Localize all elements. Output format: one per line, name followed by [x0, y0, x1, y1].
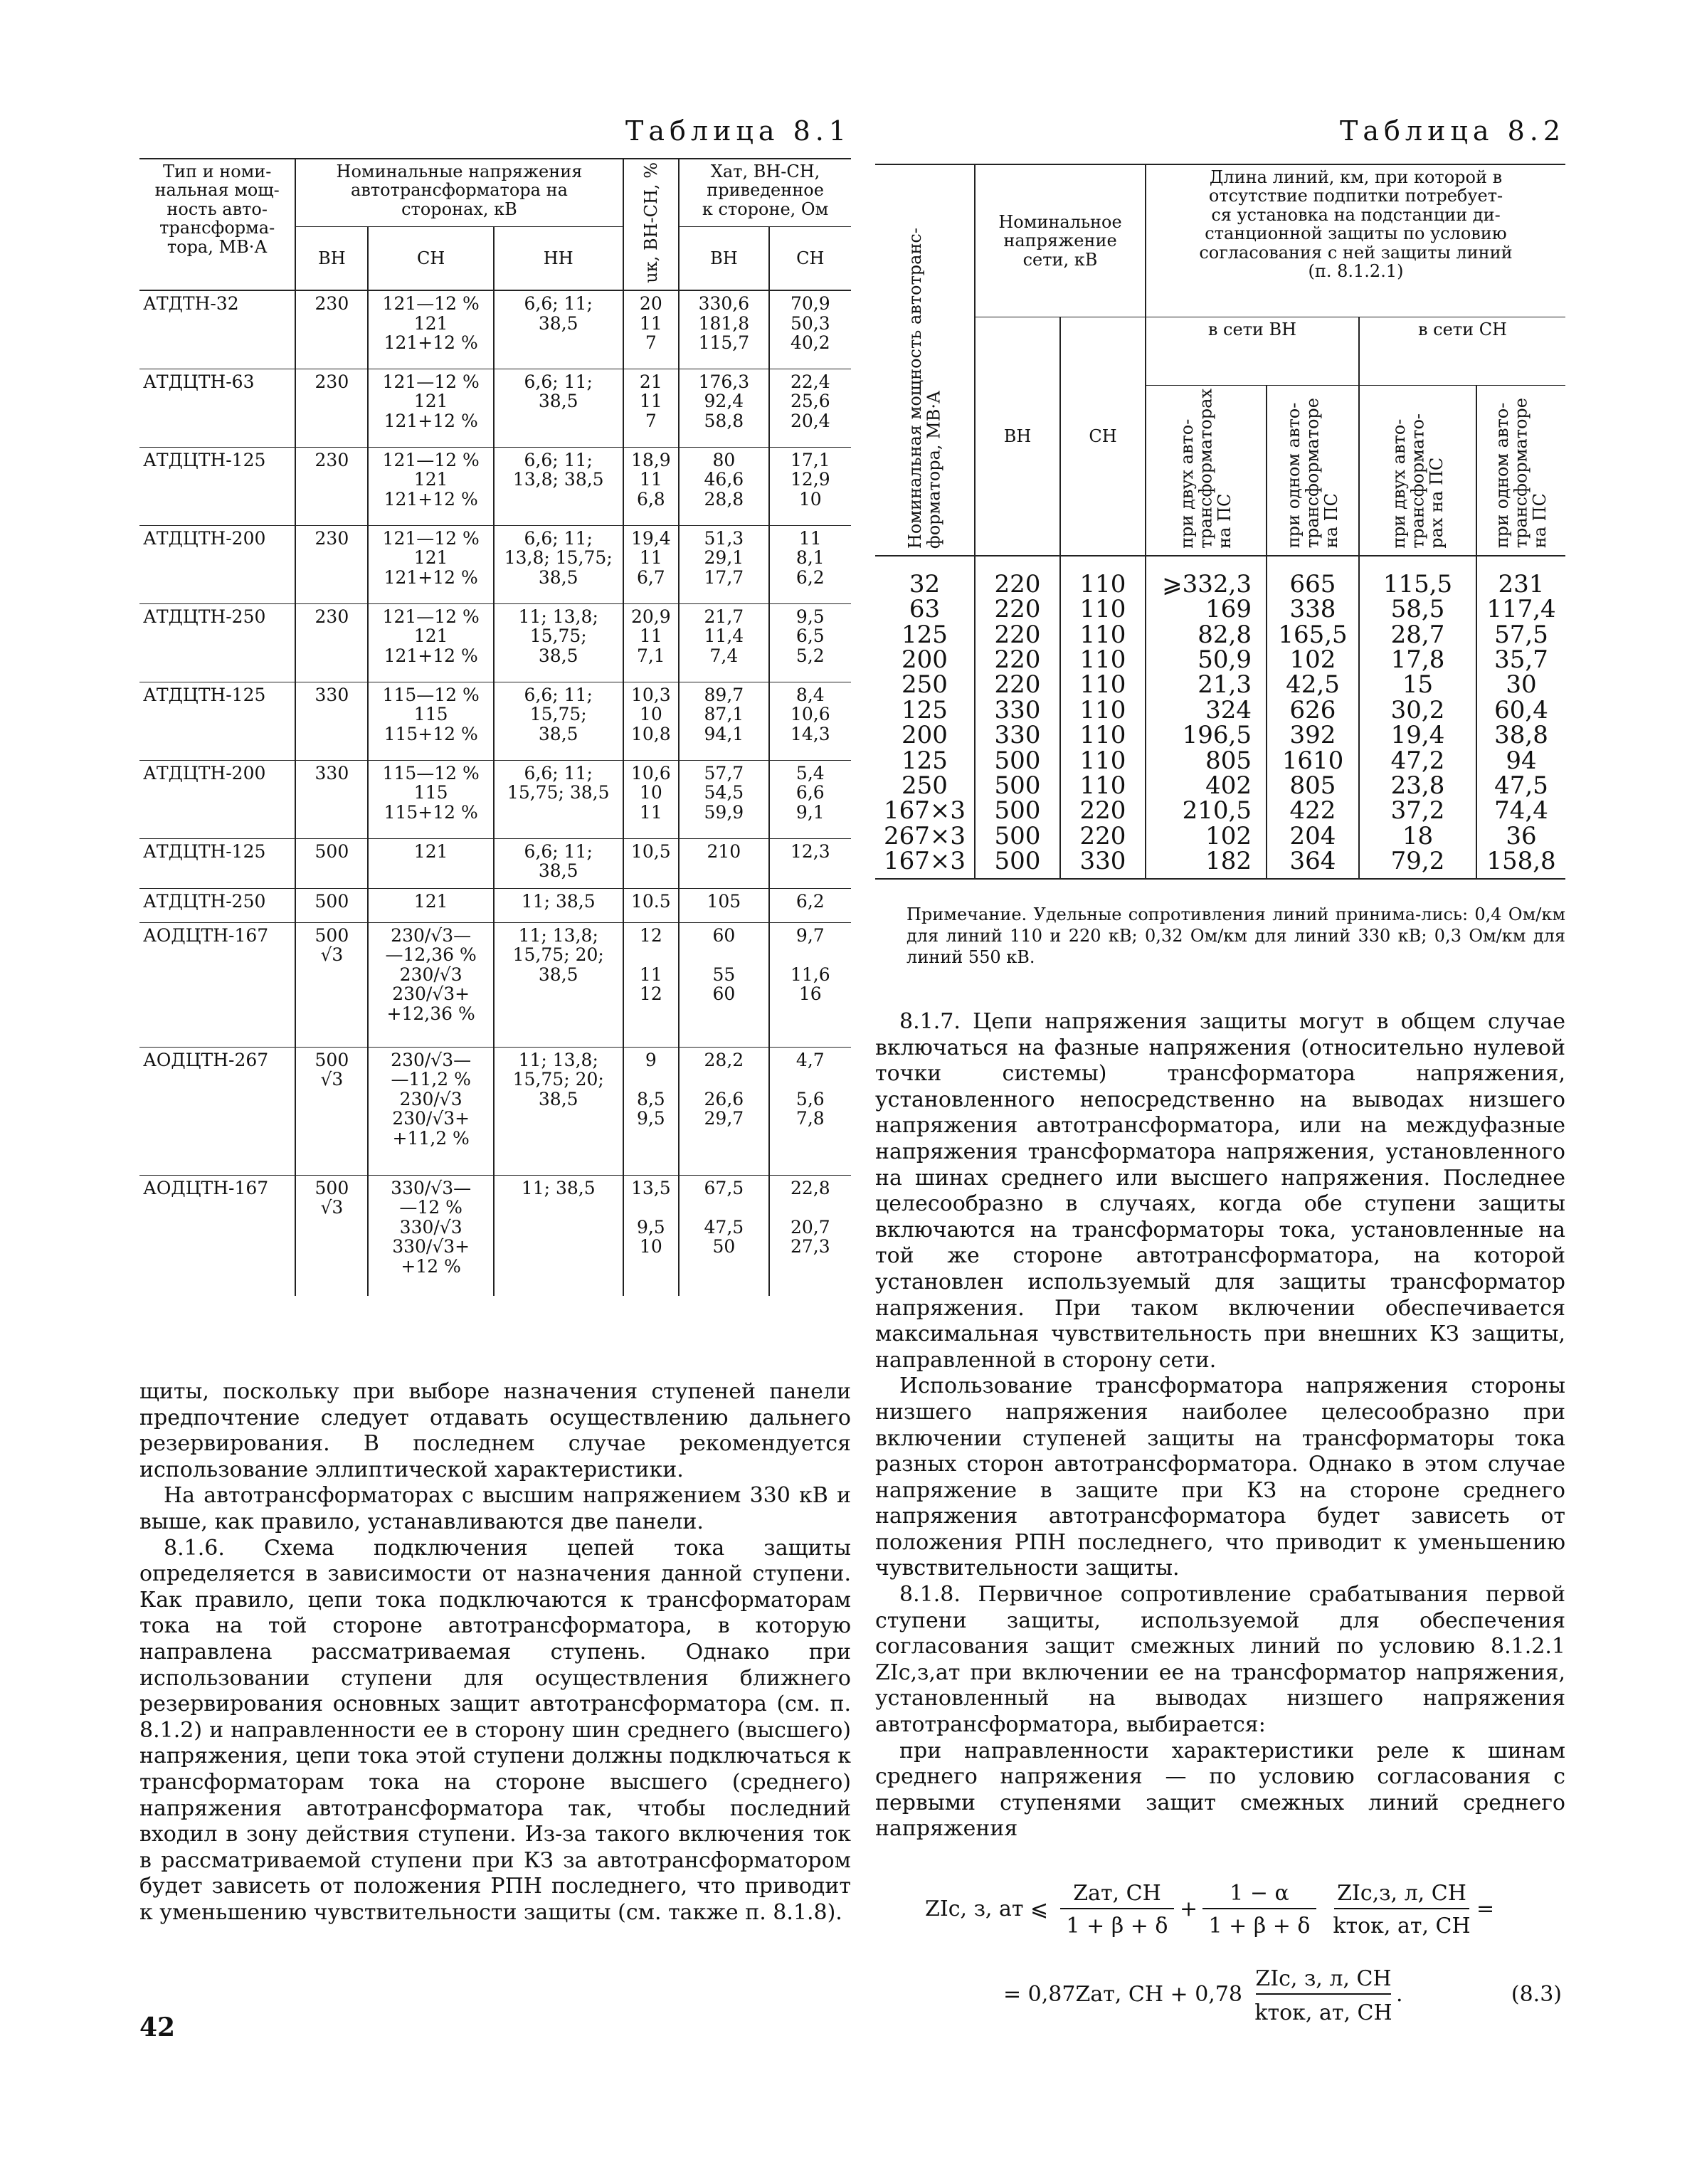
paragraph: 8.1.7. Цепи напряжения защиты могут в общем случае включаться на фазные напряжения (относительно нулевой точки системы) трансформатора напряжения, установленного непосредственно на выводах низшего напряжения автотрансформатора, или на междуфазные напряжения трансформатора напряжения, установленного на шинах среднего или высшего напряжения. Последнее целесообразно в случаях, когда обе ступени защиты включаются на трансформаторы тока, установленные на той же стороне автотрансформатора, на которой установлен используемый для защиты трансформатор напряжения. При таком включении обеспечивается максимальная чувствительность при внешних КЗ защиты, направленной в сторону сети. [875, 1009, 1565, 1373]
cell-xsn: 4,7 5,6 7,8 [769, 1047, 851, 1175]
formula-number: (8.3) [1511, 1982, 1562, 2007]
cell-xvn: 210 [679, 838, 769, 888]
cell-uk: 10.5 [623, 888, 680, 922]
cell-vn: 500 √3 [295, 1047, 368, 1175]
right-text [875, 1009, 1565, 1842]
paragraph: при направленности характеристики реле к шинам среднего напряжения — по условию согласования с первыми ступенями защит смежных линий среднего напряжения [875, 1738, 1565, 1842]
cell-uk: 18,9 11 6,8 [623, 447, 680, 525]
formula-8-3 [925, 1859, 1565, 2037]
formula-t3-num: ZIс,з, л, СН [1337, 1881, 1466, 1906]
cell-xsn: 9,5 6,5 5,2 [769, 603, 851, 682]
cell-xsn: 22,4 25,6 20,4 [769, 369, 851, 447]
cell-nn: 6,6; 11; 13,8; 38,5 [494, 447, 623, 525]
paragraph: Использование трансформатора напряжения стороны низшего напряжения наиболее целесообразно при включении ступеней защиты на трансформаторы тока разных сторон автотрансформатора. Однако в этом случае напряжение в защите при КЗ на стороне среднего напряжения автотрансформатора будет зависеть от положения РПН последнего, что приводит к уменьшению чувствительности защиты. [875, 1373, 1565, 1581]
table-8-1-caption: Таблица 8.1 [625, 115, 851, 147]
th2-power: Номинальная мощность автотранс- форматора, МВ·А [875, 164, 975, 556]
cell-xvn: 176,3 92,4 58,8 [679, 369, 769, 447]
left-column [139, 0, 851, 2184]
table-8-2 [875, 164, 1565, 880]
table-row [139, 838, 851, 888]
th-sn: СН [368, 227, 494, 291]
table-8-1 [139, 158, 851, 1296]
th-vn: ВН [295, 227, 368, 291]
cell-sn: 330/√3— —12 % 330/√3 330/√3+ +12 % [368, 1175, 494, 1296]
cell-nn: 11; 13,8; 15,75; 20; 38,5 [494, 1047, 623, 1175]
cell-vn: 330 [295, 760, 368, 838]
cell-type: АТДЦТН-63 [143, 371, 255, 392]
paragraph: 8.1.6. Схема подключения цепей тока защиты определяется в зависимости от назначения данной ступени. Как правило, цепи тока подключаются к трансформаторам тока на той стороне автотрансформатора, в которую направлена рассматриваемая ступень. Однако при использовании ступени для осуществления ближнего резервирования основных защит автотрансформатора (см. п. 8.1.2) и направленности ее в сторону шин среднего (высшего) напряжения, цепи тока этой ступени должны подключаться к трансформаторам тока на стороне высшего (среднего) напряжения автотрансформатора так, чтобы последний входил в зону действия ступени. Из-за такого включения ток в рассматриваемой ступени при КЗ за автотрансформатором будет зависеть от положения РПН последнего, что приводит к уменьшению чувствительности защиты (см. также п. 8.1.8). [139, 1535, 851, 1925]
cell-two-sn: 115,5 58,5 28,7 17,8 15 30,2 19,4 47,2 23,8 37,2 18 79,2 [1359, 556, 1476, 879]
th-x-vn: ВН [679, 227, 769, 291]
cell-xsn: 5,4 6,6 9,1 [769, 760, 851, 838]
paragraph: 8.1.8. Первичное сопротивление срабатывания первой ступени защиты, используемой для обеспечения согласования защит смежных линий по условию 8.1.2.1 ZIс,з,ат при включении ее на трансформатор напряжения, установленный на выводах низшего напряжения автотрансформатора, выбирается: [875, 1582, 1565, 1738]
formula-lhs: ZIс, з, ат ⩽ [925, 1897, 1049, 1921]
th2-two-sn: при двух авто- трансформато- рах на ПС [1359, 385, 1476, 556]
cell-nn: 6,6; 11; 13,8; 15,75; 38,5 [494, 525, 623, 603]
cell-uk: 19,4 11 6,7 [623, 525, 680, 603]
cell-vn: 220 220 220 220 220 330 330 500 500 500 500 500 [975, 556, 1060, 879]
table-row [875, 556, 1565, 879]
th2-vn: ВН [975, 317, 1060, 556]
th2-sn: СН [1060, 317, 1146, 556]
formula-t3-den: kток, ат, СН [1333, 1914, 1471, 1938]
table-row [139, 447, 851, 525]
th-uk: uк, ВН-СН, % [623, 159, 680, 290]
th2-length: Длина линий, км, при которой в отсутствие подпитки потребует- ся установка на подстанции ди- станционной защиты по условию согласования с ней защиты линий (п. 8.1.2.1) [1146, 164, 1565, 317]
right-column [875, 0, 1565, 2184]
cell-sn: 230/√3— —11,2 % 230/√3 230/√3+ +11,2 % [368, 1047, 494, 1175]
formula-t2-den: 1 + β + δ [1208, 1914, 1311, 1938]
cell-sn: 121 [368, 838, 494, 888]
cell-nn: 6,6; 11; 15,75; 38,5 [494, 682, 623, 760]
th2-two-vn: при двух авто- трансформаторах на ПС [1146, 385, 1267, 556]
cell-xvn: 105 [679, 888, 769, 922]
cell-sn: 121—12 % 121 121+12 % [368, 290, 494, 369]
table-row [139, 369, 851, 447]
paragraph: На автотрансформаторах с высшим напряжением 330 кВ и выше, как правило, устанавливаются две панели. [139, 1483, 851, 1534]
cell-two-vn: ⩾332,3 169 82,8 50,9 21,3 324 196,5 805 402 210,5 102 182 [1146, 556, 1267, 879]
cell-uk: 20,9 11 7,1 [623, 603, 680, 682]
plus-sign: + [1180, 1897, 1198, 1921]
cell-uk: 10,5 [623, 838, 680, 888]
th-x-sn: СН [769, 227, 851, 291]
cell-uk: 9 8,5 9,5 [623, 1047, 680, 1175]
cell-type: АОДЦТН-267 [143, 1049, 269, 1070]
cell-nn: 6,6; 11; 38,5 [494, 369, 623, 447]
cell-type: АТДТН-32 [143, 293, 239, 315]
cell-xvn: 21,7 11,4 7,4 [679, 603, 769, 682]
formula-t2-num: 1 − α [1230, 1881, 1289, 1906]
cell-sn: 121—12 % 121 121+12 % [368, 603, 494, 682]
cell-type: АТДЦТН-125 [143, 840, 266, 862]
cell-xvn: 51,3 29,1 17,7 [679, 525, 769, 603]
cell-xsn: 6,2 [769, 888, 851, 922]
cell-vn: 230 [295, 525, 368, 603]
cell-type: АТДЦТН-200 [143, 527, 266, 549]
formula-t4-den: kток, ат, СН [1254, 2000, 1392, 2025]
table-row [139, 888, 851, 922]
table-note: Примечание. Удельные сопротивления линий принима-лись: 0,4 Ом/км для линий 110 и 220 кВ; 0,32 Ом/км для линий 330 кВ; 0,3 Ом/км для линий 550 кВ. [906, 904, 1565, 967]
table-row [139, 922, 851, 1047]
cell-type: АОДЦТН-167 [143, 924, 269, 946]
period: . [1396, 1982, 1403, 2007]
cell-sn: 121—12 % 121 121+12 % [368, 447, 494, 525]
table-row [139, 525, 851, 603]
cell-vn: 230 [295, 603, 368, 682]
formula-line2: = 0,87Zат, СН + 0,78 [1003, 1982, 1242, 2007]
cell-nn: 11; 13,8; 15,75; 20; 38,5 [494, 922, 623, 1047]
table-row [139, 682, 851, 760]
cell-sn: 115—12 % 115 115+12 % [368, 682, 494, 760]
cell-nn: 6,6; 11; 38,5 [494, 290, 623, 369]
cell-vn: 500 √3 [295, 1175, 368, 1296]
cell-xsn: 22,8 20,7 27,3 [769, 1175, 851, 1296]
cell-vn: 500 [295, 888, 368, 922]
cell-sn: 110 110 110 110 110 110 110 110 110 220 220 330 [1060, 556, 1146, 879]
th2-voltage: Номинальное напряжение сети, кВ [975, 164, 1146, 317]
cell-nn: 11; 38,5 [494, 888, 623, 922]
cell-sn: 115—12 % 115 115+12 % [368, 760, 494, 838]
th-xat: Xат, ВН-СН, приведенное к стороне, Ом [679, 159, 851, 227]
cell-uk: 10,6 10 11 [623, 760, 680, 838]
cell-uk: 13,5 9,5 10 [623, 1175, 680, 1296]
table-row [139, 603, 851, 682]
formula-t1-num: Zат, СН [1073, 1881, 1161, 1906]
cell-type: АТДЦТН-125 [143, 684, 266, 705]
page-number: 42 [139, 2012, 176, 2042]
cell-nn: 6,6; 11; 15,75; 38,5 [494, 760, 623, 838]
cell-sn: 230/√3— —12,36 % 230/√3 230/√3+ +12,36 % [368, 922, 494, 1047]
cell-vn: 230 [295, 447, 368, 525]
cell-sn: 121—12 % 121 121+12 % [368, 369, 494, 447]
formula-t1-den: 1 + β + δ [1066, 1914, 1168, 1938]
cell-xsn: 12,3 [769, 838, 851, 888]
th2-net-vn: в сети ВН [1146, 317, 1359, 386]
cell-xvn: 330,6 181,8 115,7 [679, 290, 769, 369]
th2-one-vn: при одном авто- трансформаторе на ПС [1267, 385, 1359, 556]
cell-xsn: 17,1 12,9 10 [769, 447, 851, 525]
cell-nn: 6,6; 11; 38,5 [494, 838, 623, 888]
cell-uk: 21 11 7 [623, 369, 680, 447]
th-type: Тип и номи- нальная мощ- ность авто- трансформа- тора, МВ·А [139, 159, 295, 290]
cell-xsn: 9,7 11,6 16 [769, 922, 851, 1047]
paragraph: щиты, поскольку при выборе назначения ступеней панели предпочтение следует отдавать осуществлению дальнего резервирования. В последнем случае рекомендуется использование эллиптической характеристики. [139, 1379, 851, 1482]
cell-vn: 230 [295, 290, 368, 369]
equals-sign: = [1476, 1897, 1495, 1921]
cell-uk: 10,3 10 10,8 [623, 682, 680, 760]
left-text [139, 1379, 851, 1926]
formula-t4-num: ZIс, з, л, СН [1255, 1966, 1392, 1991]
th2-one-sn: при одном авто- трансформаторе на ПС [1476, 385, 1565, 556]
cell-vn: 500 [295, 838, 368, 888]
cell-type: АОДЦТН-167 [143, 1177, 269, 1198]
cell-vn: 230 [295, 369, 368, 447]
cell-nn: 11; 38,5 [494, 1175, 623, 1296]
th-nn: НН [494, 227, 623, 291]
cell-one-vn: 665 338 165,5 102 42,5 626 392 1610 805 422 204 364 [1267, 556, 1359, 879]
table-8-2-caption: Таблица 8.2 [1340, 115, 1565, 147]
table-row [139, 290, 851, 369]
table-row [139, 1047, 851, 1175]
cell-xsn: 70,9 50,3 40,2 [769, 290, 851, 369]
th-voltages: Номинальные напряжения автотрансформатора на сторонах, кВ [295, 159, 623, 227]
cell-uk: 12 11 12 [623, 922, 680, 1047]
cell-type: АТДЦТН-250 [143, 606, 266, 627]
cell-vn: 500 √3 [295, 922, 368, 1047]
cell-xvn: 67,5 47,5 50 [679, 1175, 769, 1296]
cell-xvn: 57,7 54,5 59,9 [679, 760, 769, 838]
table-row [139, 1175, 851, 1296]
cell-type: АТДЦТН-250 [143, 890, 266, 912]
cell-one-sn: 231 117,4 57,5 35,7 30 60,4 38,8 94 47,5 74,4 36 158,8 [1476, 556, 1565, 879]
cell-xvn: 80 46,6 28,8 [679, 447, 769, 525]
cell-uk: 20 11 7 [623, 290, 680, 369]
cell-sn: 121—12 % 121 121+12 % [368, 525, 494, 603]
cell-power: 32 63 125 200 250 125 200 125 250 167×3 267×3 167×3 [883, 570, 966, 875]
table-row [139, 760, 851, 838]
cell-xsn: 8,4 10,6 14,3 [769, 682, 851, 760]
cell-xsn: 11 8,1 6,2 [769, 525, 851, 603]
cell-xvn: 60 55 60 [679, 922, 769, 1047]
cell-sn: 121 [368, 888, 494, 922]
cell-vn: 330 [295, 682, 368, 760]
th2-net-sn: в сети СН [1359, 317, 1565, 386]
cell-type: АТДЦТН-200 [143, 762, 266, 784]
cell-type: АТДЦТН-125 [143, 449, 266, 470]
cell-xvn: 89,7 87,1 94,1 [679, 682, 769, 760]
cell-xvn: 28,2 26,6 29,7 [679, 1047, 769, 1175]
cell-nn: 11; 13,8; 15,75; 38,5 [494, 603, 623, 682]
